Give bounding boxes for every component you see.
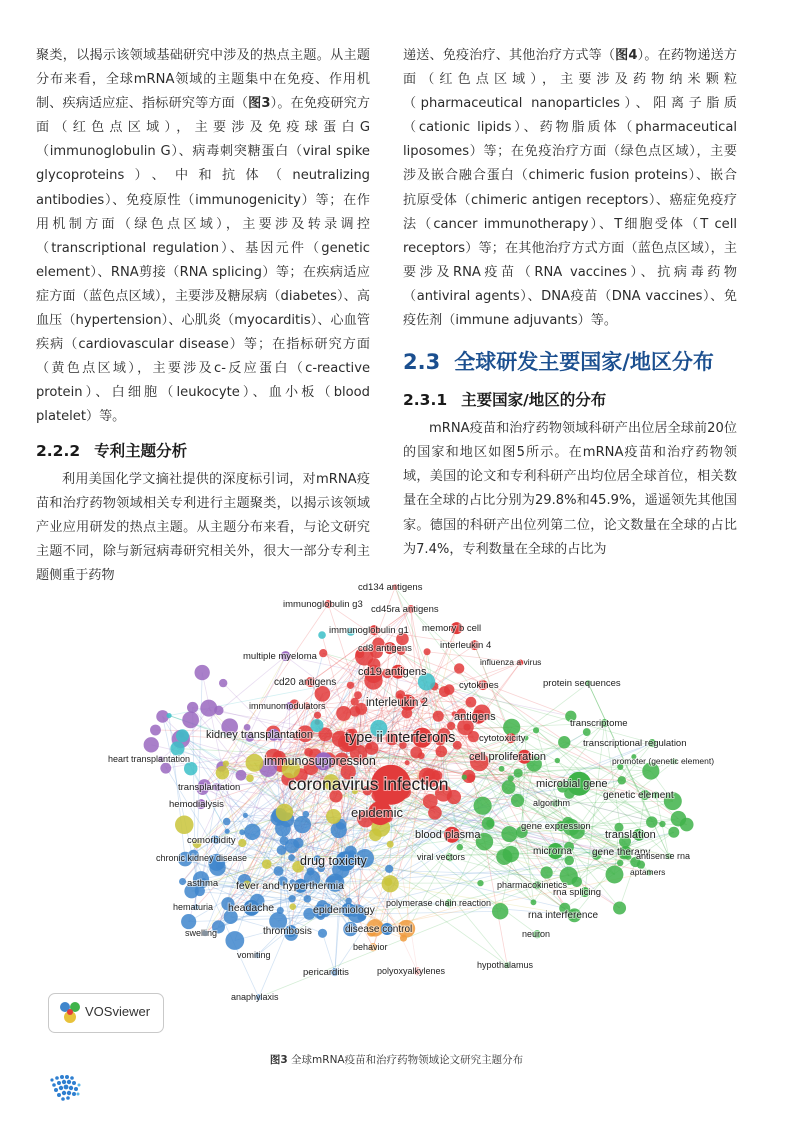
vosviewer-logo-icon [55,998,85,1028]
network-node [382,875,399,892]
network-node [288,854,295,861]
topic-label: gene therapy [592,847,651,858]
topic-label: heart transplantation [108,754,191,764]
network-node [464,724,471,731]
network-node [336,706,351,721]
topic-label: type ii interferons [345,730,456,746]
network-node [315,686,331,702]
network-node [314,712,321,719]
topic-label: vomiting [237,950,271,960]
network-node [433,711,444,722]
topic-label: genetic element [603,790,674,801]
topic-label: immunomodulators [249,701,326,711]
topic-label: microbial gene [536,778,608,790]
topic-label: drug toxicity [300,854,367,868]
topic-label: transcriptional regulation [583,738,687,749]
topic-label: coronavirus infection [288,774,449,794]
vosviewer-badge [48,993,164,1033]
network-node [289,895,296,902]
network-node [304,895,312,903]
topic-label: swelling [185,928,218,938]
network-node [447,722,455,730]
topic-label: hemodialysis [169,799,224,810]
topic-label: blood plasma [415,829,481,841]
topic-label: cd45ra antigens [371,604,439,615]
network-node [318,929,327,938]
network-node [175,816,194,835]
topic-label: cd134 antigens [358,582,423,593]
paragraph-country-distribution: mRNA疫苗和治疗药物领域科研产出位居全球前20位的国家和地区如图5所示。在mRNA疫苗和治疗药物领域，美国的论文和专利科研产出均位居全球首位，相关数量在全球的占比分别为29.8%和45.9%，遥遥领先其他国家。德国的科研产出位列第二位，论文数量在全球的占比为7.4%，专利数量在全球的占比为 [403,421,737,557]
network-node [424,648,431,655]
network-node [326,809,341,824]
topic-label: interleukin 4 [440,640,492,651]
topic-label: immunosuppression [264,754,376,768]
topic-label: anaphylaxis [231,992,279,1002]
network-node [176,729,189,742]
topic-label: cd20 antigens [274,677,337,688]
network-node [236,770,247,781]
network-node [659,821,665,827]
topic-label: immunoglobulin g3 [283,599,363,610]
topic-label: rna splicing [553,887,602,898]
network-node [531,899,537,905]
network-node [294,816,311,833]
network-node [385,865,393,873]
network-node [466,697,477,708]
network-node [606,866,624,884]
left-column [36,44,370,588]
network-node [246,754,264,772]
network-node [238,839,246,847]
network-node [501,826,517,842]
figure-ref[interactable]: 图3 [248,96,271,112]
network-node [223,760,229,766]
network-node [492,903,508,919]
network-node [555,758,560,763]
topic-label: viral vectors [417,852,466,862]
topic-network-figure [48,582,748,1042]
network-node [289,903,296,910]
network-node [436,746,448,758]
network-node [277,845,287,855]
network-node [400,935,407,942]
topic-label: cytotoxicity [479,733,526,744]
network-edge [588,683,652,822]
figure-ref[interactable]: 图4 [615,48,638,63]
topic-label: rna interference [528,910,599,921]
network-node [613,902,626,915]
topic-label: memory b cell [422,623,482,634]
topic-label: antisense rna [636,851,691,861]
topic-label: promoter (genetic element) [612,756,715,766]
network-node [583,728,591,736]
network-node [277,907,284,914]
topic-label: cd8 antigens [358,643,412,654]
topic-label: multiple myeloma [243,651,317,662]
paragraph-paper-topics: 聚类，以揭示该领域基础研究中涉及的热点主题。从主题分布来看，全球mRNA领域的主题集中在免疫、作用机制、疾病适应症、指标研究等方面（图3）。在免疫研究方面（红色点区域），主要涉及免疫球蛋白G（immunoglobulin G）、病毒刺突糖蛋白（viral spike glycoproteins）、中和抗体（neutralizing antibodies）、免疫原性（immunogenicity）等；在作用机制方面（绿色点区域），主要涉及转录调控（transcriptional regulation）、基因元件（genetic element）、RNA剪接（RNA splicing）等；在疾病适应症方面（蓝色点区域），主要涉及糖尿病（diabetes）、高血压（hypertension）、心肌炎（myocarditis）、心血管疾病（cardiovascular disease）等；在指标研究方面（黄色点区域），主要涉及c-反应蛋白（c-reactive protein）、白细胞（leukocyte）、血小板（blood platelet）等。 [36,48,370,425]
topic-label: epidemic [351,805,404,820]
right-column [403,44,737,562]
network-node [331,822,347,838]
topic-label: asthma [187,878,219,889]
topic-label: microrna [533,846,572,857]
network-node [160,763,171,774]
network-node [181,914,196,929]
topic-label: cell proliferation [469,751,547,763]
network-node [276,804,293,821]
network-node [511,794,524,807]
network-node [477,880,483,886]
paragraph-patent-topics-cont: 递送、免疫治疗、其他治疗方式等（图4）。在药物递送方面（红色点区域），主要涉及药物纳米颗粒（pharmaceutical nanoparticles）、阳离子脂质（cationic lipids）、药物脂质体（pharmaceutical liposomes）等；在免疫治疗方面（绿色点区域），主要涉及嵌合融合蛋白（chimeric fusion proteins）、嵌合抗原受体（chimeric antigen receptors）、癌症免疫疗法（cancer immunotherapy）、T细胞受体（T cell receptors）等；在其他治疗方式方面（蓝色点区域），主要涉及RNA疫苗（RNA vaccines）、抗病毒药物（antiviral agents）、DNA疫苗（DNA vaccines）、免疫佐剂（immune adjuvants）等。 [403,48,737,329]
network-node [564,856,574,866]
network-node [223,818,231,826]
network-node [533,727,539,733]
network-node [668,827,679,838]
network-node [617,860,623,866]
topic-label: kidney transplantation [206,729,314,741]
network-node [405,760,410,765]
network-node [428,806,442,820]
topic-label: epidemiology [313,904,375,916]
network-node [347,682,354,689]
topic-label: neuron [522,929,551,939]
network-node [467,774,475,782]
topic-label: comorbidity [187,835,236,846]
network-node [454,663,464,673]
network-node [187,702,198,713]
network-node [319,649,327,657]
topic-label: cd19 antigens [358,666,427,678]
subsection-heading-patent-topics: 2.2.2 专利主题分析 [36,441,188,460]
network-node [195,665,210,680]
topic-label: hypothalamus [477,960,534,970]
network-node [280,836,289,845]
topic-label: disease control [345,924,413,935]
network-node [369,829,382,842]
topic-label: pharmacokinetics [497,880,568,890]
network-node [179,878,186,885]
network-node [496,849,512,865]
topic-label: fever and hyperthermia [236,880,344,892]
topic-label: behavior [353,942,388,952]
section-heading-country-distribution: 2.3 全球研发主要国家/地区分布 [403,350,714,375]
topic-label: chronic kidney disease [156,853,248,863]
vosviewer-label: VOSviewer [85,1004,151,1019]
network-node [680,818,694,832]
topic-label: interleukin 2 [366,697,429,709]
network-visualization [48,582,748,1042]
network-node [444,684,455,695]
network-node [457,844,463,850]
topic-label: polymerase chain reaction [386,898,492,908]
network-node [482,817,495,830]
topic-label: transcriptome [570,718,628,729]
network-node [216,766,229,779]
topic-label: headache [228,902,275,914]
network-node [225,931,244,950]
topic-label: antigens [454,711,496,723]
network-node [214,706,223,715]
network-node [558,736,570,748]
network-node [618,776,626,784]
network-node [646,816,657,827]
network-node [418,752,425,759]
network-node [166,713,171,718]
topic-label: translation [605,829,656,841]
network-node [144,737,159,752]
network-node [499,766,505,772]
topic-label: aptamers [630,867,666,877]
publisher-logo-icon [48,1074,82,1102]
topic-label: thrombosis [263,926,312,937]
network-node [246,774,254,782]
network-node [219,679,227,687]
topic-label: hematuria [173,902,214,912]
topic-label: influenza a virus [480,657,542,667]
network-node [244,824,260,840]
network-node [182,711,199,728]
network-node [350,706,361,717]
topic-label: polyoxyalkylenes [377,966,446,976]
topic-label: algorithm [533,798,571,808]
network-node [239,829,245,835]
network-node [514,768,523,777]
network-node [262,859,272,869]
network-node [243,813,248,818]
network-node [387,841,394,848]
network-node [216,862,223,869]
network-node [354,691,362,699]
network-node [502,780,516,794]
network-node [318,631,326,639]
figure-caption: 图3 全球mRNA疫苗和治疗药物领域论文研究主题分布 [269,1054,524,1066]
paragraph-patent-topics: 利用美国化学文摘社提供的深度标引词，对mRNA疫苗和治疗药物领域相关专利进行主题聚类，以揭示该领域产业应用研发的热点主题。从主题分布来看，与论文研究主题不同，除与新冠病毒研究相关外，很大一部分专利主题侧重于药物 [36,471,370,583]
network-node [150,725,161,736]
network-node [462,775,467,780]
topic-label: transplantation [178,782,241,793]
network-node [274,866,284,876]
network-node [474,797,492,815]
topic-label: protein sequences [543,678,621,689]
topic-label: cytokines [459,680,499,691]
subsection-heading-main-countries: 2.3.1 主要国家/地区的分布 [403,391,607,410]
network-node [540,866,552,878]
topic-label: pericarditis [303,967,349,978]
topic-label: gene expression [521,821,591,832]
topic-label: immunoglobulin g1 [329,625,409,636]
network-node [225,829,230,834]
